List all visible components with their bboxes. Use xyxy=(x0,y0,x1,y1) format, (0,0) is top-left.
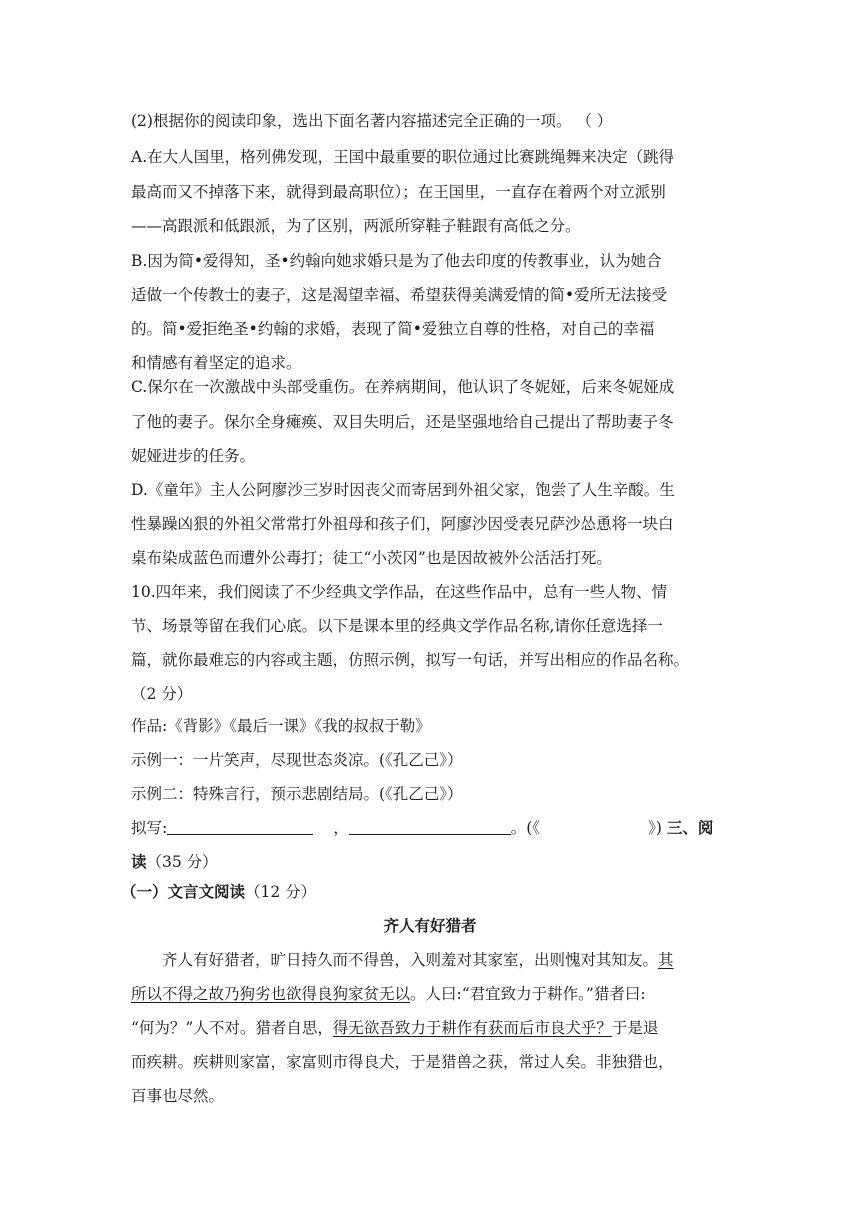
example-1: 示例一：一片笑声，尽现世态炎凉。(《孔乙己》） xyxy=(131,751,463,769)
option-b-line-3: 的。简•爱拒绝圣•约翰的求婚，表现了简•爱独立自尊的性格，对自己的幸福 xyxy=(131,320,655,338)
option-a-line-3: ——高跟派和低跟派，为了区别，两派所穿鞋子鞋跟有高低之分。 xyxy=(131,217,581,235)
option-b-line-2: 适做一个传教士的妻子，这是渴望幸福、希望获得美满爱情的简•爱所无法接受 xyxy=(131,286,668,304)
write-comma: ， xyxy=(333,819,349,837)
section-3-heading-part1: 三、阅 xyxy=(666,819,714,837)
option-b-line-4: 和情感有着坚定的追求。 xyxy=(131,354,302,372)
question-10-line-1: 10.四年来，我们阅读了不少经典文学作品，在这些作品中，总有一些人物、情 xyxy=(131,583,668,601)
question-9-2-stem: (2)根据你的阅读印象，选出下面名著内容描述完全正确的一项。 （ ） xyxy=(131,112,613,130)
option-c-line-1: C.保尔在一次激战中头部受重伤。在养病期间，他认识了冬妮娅，后来冬妮娅成 xyxy=(131,378,675,396)
write-label: 拟写: xyxy=(131,819,168,837)
subsection-1-heading: （一）文言文阅读 xyxy=(121,883,246,901)
question-10-line-2: 节、场景等留在我们心底。以下是课本里的经典文学作品名称,请你任意选择一 xyxy=(131,617,663,635)
option-c-line-2: 了他的妻子。保尔全身瘫痪、双目失明后，还是坚强地给自己提出了帮助妻子冬 xyxy=(131,413,674,431)
option-d-line-3: 桌布染成蓝色而遭外公毒打；徒工“小茨冈”也是因故被外公活活打死。 xyxy=(131,549,612,567)
option-d-line-1: D.《童年》主人公阿廖沙三岁时因丧父而寄居到外祖父家，饱尝了人生辛酸。生 xyxy=(131,481,675,499)
question-10-line-3: 篇，就你最难忘的内容或主题，仿照示例，拟写一句话，并写出相应的作品名称。 xyxy=(131,651,690,669)
passage-line-3-text-b: 于是退 xyxy=(611,1019,659,1037)
example-2: 示例二：特殊言行，预示悲剧结局。(《孔乙己》） xyxy=(131,785,463,803)
passage-line-5: 百事也尽然。 xyxy=(131,1087,225,1105)
subsection-1-score: （12 分） xyxy=(245,883,317,901)
passage-underlined-1: 其 xyxy=(658,951,674,969)
passage-line-2 xyxy=(131,983,646,1005)
option-d-line-2: 性暴躁凶狠的外祖父常常打外祖母和孩子们，阿廖沙因受表兄萨沙怂恿将一块白 xyxy=(131,515,674,533)
write-period: 。(《 xyxy=(510,819,541,837)
write-close: 》) xyxy=(648,819,662,837)
question-10-score: （2 分） xyxy=(131,685,193,703)
section-3-score: （35 分） xyxy=(146,853,218,871)
passage-line-4: 而疾耕。疾耕则家富，家富则市得良犬，于是猎兽之获，常过人矣。非独猎也， xyxy=(131,1053,674,1071)
section-3-heading-part2: 读 xyxy=(131,853,147,871)
section-3-heading-line-2 xyxy=(131,851,218,873)
works-list: 作品:《背影》《最后一课》《我的叔叔于勒》 xyxy=(131,717,431,735)
write-blank-1[interactable] xyxy=(167,818,313,835)
passage-line-1 xyxy=(162,949,674,971)
passage-line-3-text-a: “何为？”人不对。猎者自思， xyxy=(131,1019,333,1037)
option-c-line-3: 妮娅进步的任务。 xyxy=(131,447,256,465)
write-line xyxy=(131,817,713,839)
option-a-line-1: A.在大人国里，格列佛发现，王国中最重要的职位通过比赛跳绳舞来决定（跳得 xyxy=(131,148,675,166)
passage-line-2-text: 。人曰:“君宜致力于耕作。”猎者曰: xyxy=(410,985,646,1003)
passage-underlined-3: 得无欲吾致力于耕作有获而后市良犬乎？ xyxy=(332,1019,612,1037)
write-blank-2[interactable] xyxy=(349,818,511,835)
passage-line-3 xyxy=(131,1017,658,1039)
option-b-line-1: B.因为简•爱得知，圣•约翰向她求婚只是为了他去印度的传教事业，认为她合 xyxy=(131,252,662,270)
passage-line-1-text: 齐人有好猎者，旷日持久而不得兽，入则羞对其家室，出则愧对其知友。 xyxy=(162,951,659,969)
passage-title: 齐人有好猎者 xyxy=(383,917,477,935)
subsection-1-heading-line xyxy=(121,881,316,903)
passage-underlined-2: 所以不得之故乃狗劣也欲得良狗家贫无以 xyxy=(131,985,411,1003)
option-a-line-2: 最高而又不掉落下来，就得到最高职位）；在王国里，一直存在着两个对立派别 xyxy=(131,183,666,201)
